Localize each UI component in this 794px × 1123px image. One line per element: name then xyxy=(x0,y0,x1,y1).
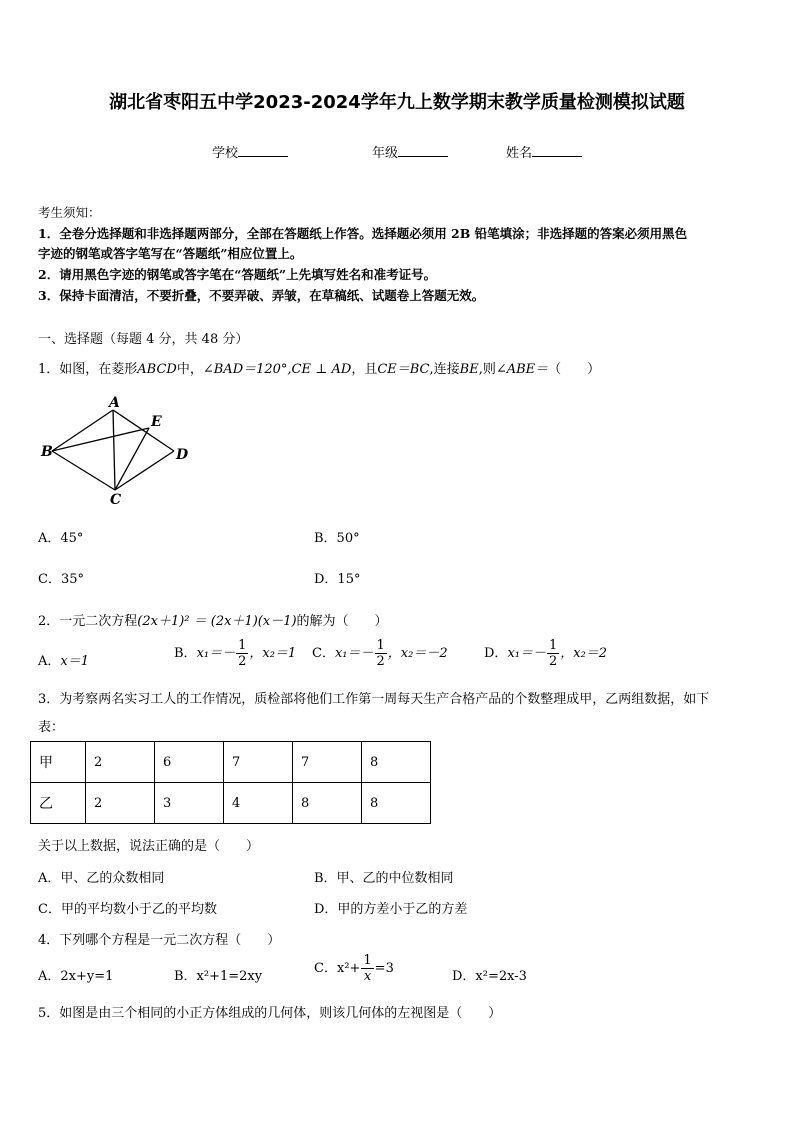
option-letter: A． xyxy=(38,654,61,669)
name-label: 姓名 xyxy=(506,146,533,161)
label-A: A xyxy=(109,395,120,411)
label-E: E xyxy=(151,414,162,430)
notice-item-3: 3．保持卡面清洁，不要折叠，不要弄破、弄皱，在草稿纸、试题卷上答题无效。 xyxy=(38,288,485,303)
table-cell: 7 xyxy=(224,742,293,783)
option-letter: B． xyxy=(174,646,197,661)
school-field xyxy=(212,142,288,161)
table-row-head: 甲 xyxy=(31,742,86,783)
fraction xyxy=(375,638,387,669)
option-value: C．x²+ xyxy=(314,961,361,976)
q1-rhombus: ABCD xyxy=(137,362,177,377)
label-C: C xyxy=(110,492,122,505)
q4-option-a[interactable]: A．2x+y=1 xyxy=(38,969,114,984)
segment-DC xyxy=(115,451,174,490)
q1-option-a[interactable]: A．45° xyxy=(38,531,84,546)
name-blank xyxy=(532,144,582,157)
q1-condition-2: CE＝BC xyxy=(377,362,430,377)
segment-AD xyxy=(113,410,174,451)
table-cell: 2 xyxy=(86,783,155,824)
q3-option-d[interactable]: D．甲的方差小于乙的方差 xyxy=(314,902,468,917)
q1-ask: ∠ABE＝ xyxy=(495,362,549,377)
school-label: 学校 xyxy=(212,146,239,161)
segment-BE xyxy=(52,428,149,451)
q2-option-c[interactable] xyxy=(312,638,448,669)
table-cell: 3 xyxy=(155,783,224,824)
q2-equation: (2x＋1)² ＝ (2x＋1)(x－1) xyxy=(137,614,297,629)
rhombus-figure xyxy=(36,393,196,505)
segment-BA xyxy=(52,410,113,451)
q1-option-b[interactable]: B．50° xyxy=(314,531,360,546)
q1-paren: （ ） xyxy=(548,362,601,377)
q4-option-b[interactable]: B．x²+1=2xy xyxy=(174,969,263,984)
fraction xyxy=(547,638,559,669)
table-cell: 8 xyxy=(362,742,431,783)
fraction-denominator: 2 xyxy=(238,654,247,669)
q2-option-d[interactable] xyxy=(484,638,607,669)
table-row xyxy=(31,742,431,783)
table-cell: 4 xyxy=(224,783,293,824)
question-4-stem: 4．下列哪个方程是一元二次方程（ ） xyxy=(38,933,281,948)
table-cell: 6 xyxy=(155,742,224,783)
q1-text: 1．如图，在菱形 xyxy=(38,362,138,377)
option-value: ，x₂＝1 xyxy=(249,646,297,661)
q1-segment: BE xyxy=(459,362,479,377)
page-title: 湖北省枣阳五中学2023-2024学年九上数学期末教学质量检测模拟试题 xyxy=(109,92,685,113)
fraction-numerator: 1 xyxy=(363,953,372,968)
grade-field xyxy=(372,142,448,161)
fraction xyxy=(236,638,248,669)
option-letter: D． xyxy=(484,646,508,661)
option-value: ，x₂＝－2 xyxy=(387,646,448,661)
fraction-numerator: 1 xyxy=(548,638,558,653)
grade-label: 年级 xyxy=(372,146,399,161)
notice-item-1b: 字迹的钢笔或答字笔写在“答题纸”相应位置上。 xyxy=(38,246,303,261)
q3-option-a[interactable]: A．甲、乙的众数相同 xyxy=(38,871,165,886)
data-table xyxy=(30,741,431,824)
fraction-numerator: 1 xyxy=(238,638,247,653)
question-3-ask: 关于以上数据，说法正确的是（ ） xyxy=(38,839,260,854)
notice-item-2: 2．请用黑色字迹的钢笔或答字笔在“答题纸”上先填写姓名和准考证号。 xyxy=(38,267,437,282)
question-5-stem: 5．如图是由三个相同的小正方体组成的几何体，则该几何体的左视图是（ ） xyxy=(38,1006,502,1021)
table-row xyxy=(31,783,431,824)
q3-option-c[interactable]: C．甲的平均数小于乙的平均数 xyxy=(38,902,217,917)
q2-text: 的解为（ ） xyxy=(296,614,388,629)
label-D: D xyxy=(176,447,189,463)
table-cell: 8 xyxy=(362,783,431,824)
q1-text: ，且 xyxy=(351,362,378,377)
option-value: ，x₂＝2 xyxy=(560,646,608,661)
q1-option-d[interactable]: D．15° xyxy=(314,572,361,587)
fraction-denominator: 2 xyxy=(548,654,558,669)
question-3-stem-line-1: 3．为考察两名实习工人的工作情况，质检部将他们工作第一周每天生产合格产品的个数整理成甲，乙两组数据，如下 xyxy=(38,692,710,707)
option-value: =3 xyxy=(374,961,394,976)
notice-item-1a: 1．全卷分选择题和非选择题两部分，全部在答题纸上作答。选择题必须用 2B 铅笔填涂；非选择题的答案必须用黑色 xyxy=(38,226,688,241)
option-value: x₁＝－ xyxy=(507,646,546,661)
fraction-numerator: 1 xyxy=(376,638,385,653)
label-B: B xyxy=(41,444,53,460)
fraction-denominator: x xyxy=(363,969,372,984)
question-3-stem-line-2: 表： xyxy=(38,720,65,735)
grade-blank xyxy=(398,144,448,157)
q2-option-a[interactable] xyxy=(38,650,89,669)
name-field xyxy=(506,142,582,161)
q1-text: ,连接 xyxy=(429,362,460,377)
fraction-denominator: 2 xyxy=(376,654,385,669)
question-1-stem xyxy=(38,358,600,377)
q3-option-b[interactable]: B．甲、乙的中位数相同 xyxy=(314,871,454,886)
q1-option-c[interactable]: C．35° xyxy=(38,572,84,587)
q1-text: 中， xyxy=(176,362,203,377)
section-heading: 一、选择题（每题 4 分，共 48 分） xyxy=(38,332,249,347)
table-cell: 2 xyxy=(86,742,155,783)
option-value: x＝1 xyxy=(60,654,89,669)
notice-heading: 考生须知： xyxy=(38,205,101,220)
table-cell: 8 xyxy=(293,783,362,824)
q4-option-c[interactable] xyxy=(314,953,394,984)
q2-option-b[interactable] xyxy=(174,638,296,669)
q1-text: ,则 xyxy=(478,362,496,377)
option-letter: C． xyxy=(312,646,335,661)
q4-option-d[interactable]: D．x²=2x-3 xyxy=(452,969,527,984)
q1-condition-1: ∠BAD＝120°,CE ⊥ AD xyxy=(202,362,352,377)
question-2-stem xyxy=(38,610,388,629)
segment-CE xyxy=(115,428,149,490)
table-row-head: 乙 xyxy=(31,783,86,824)
q2-text: 2．一元二次方程 xyxy=(38,614,138,629)
segment-AC xyxy=(113,410,115,490)
option-value: x₁＝－ xyxy=(334,646,374,661)
school-blank xyxy=(238,144,288,157)
fraction xyxy=(361,953,373,984)
segment-CB xyxy=(52,451,115,490)
option-value: x₁＝－ xyxy=(196,646,236,661)
table-cell: 7 xyxy=(293,742,362,783)
